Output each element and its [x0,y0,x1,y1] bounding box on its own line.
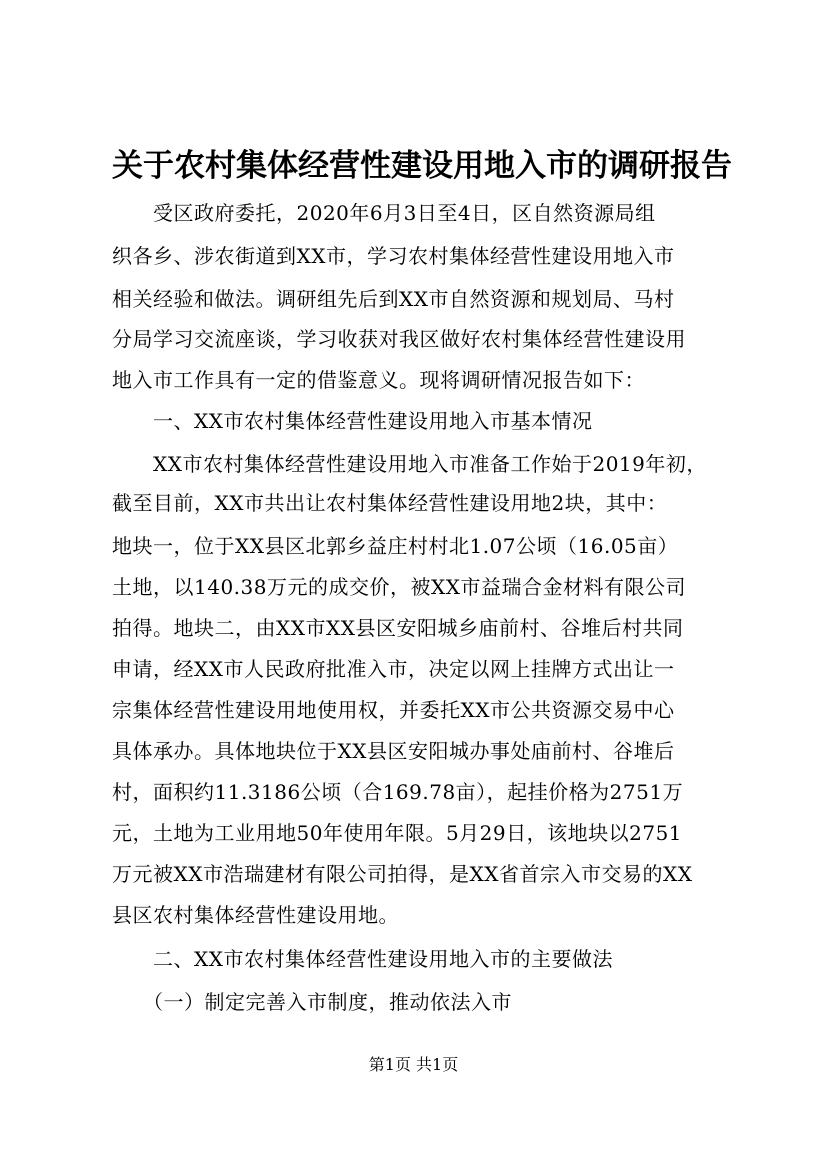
page-footer: 第1页 共1页 [368,1055,459,1074]
body-line-15: 元，土地为工业用地50年使用年限。5月29日，该地块以2751 [112,821,683,845]
body-line-9: 土地，以140.38万元的成交价，被XX市益瑞合金材料有限公司 [112,575,686,599]
body-line-2: 织各乡、涉农街道到XX市，学习农村集体经营性建设用地入市 [112,244,675,268]
body-line-10: 拍得。地块二，由XX市XX县区安阳城乡庙前村、谷堆后村共同 [112,616,684,640]
body-line-13: 具体承办。具体地块位于XX县区安阳城办事处庙前村、谷堆后 [112,739,675,763]
body-line-4: 分局学习交流座谈，学习收获对我区做好农村集体经营性建设用 [112,327,686,351]
document-title: 关于农村集体经营性建设用地入市的调研报告 [112,148,732,184]
body-line-8: 地块一，位于XX县区北郭乡益庄村村北1.07公顷（16.05亩） [112,534,679,558]
body-line-16: 万元被XX市浩瑞建材有限公司拍得，是XX省首宗入市交易的XX [112,862,693,886]
body-line-6: XX市农村集体经营性建设用地入市准备工作始于2019年初， [112,452,707,476]
subsection-heading-1: （一）制定完善入市制度，推动依法入市 [112,990,512,1014]
body-line-1: 受区政府委托，2020年6月3日至4日，区自然资源局组 [112,201,656,225]
section-heading-2: 二、XX市农村集体经营性建设用地入市的主要做法 [112,947,613,971]
body-line-17: 县区农村集体经营性建设用地。 [112,903,399,927]
body-line-7: 截至目前，XX市共出让农村集体经营性建设用地2块，其中： [112,491,668,515]
body-line-3: 相关经验和做法。调研组先后到XX市自然资源和规划局、马村 [112,287,675,311]
body-line-12: 宗集体经营性建设用地使用权，并委托XX市公共资源交易中心 [112,698,675,722]
body-line-5: 地入市工作具有一定的借鉴意义。现将调研情况报告如下： [112,368,645,392]
section-heading-1: 一、XX市农村集体经营性建设用地入市基本情况 [112,409,593,433]
body-line-14: 村，面积约11.3186公顷（合169.78亩），起挂价格为2751万 [112,780,684,804]
body-line-11: 申请，经XX市人民政府批准入市，决定以网上挂牌方式出让一 [112,657,675,681]
